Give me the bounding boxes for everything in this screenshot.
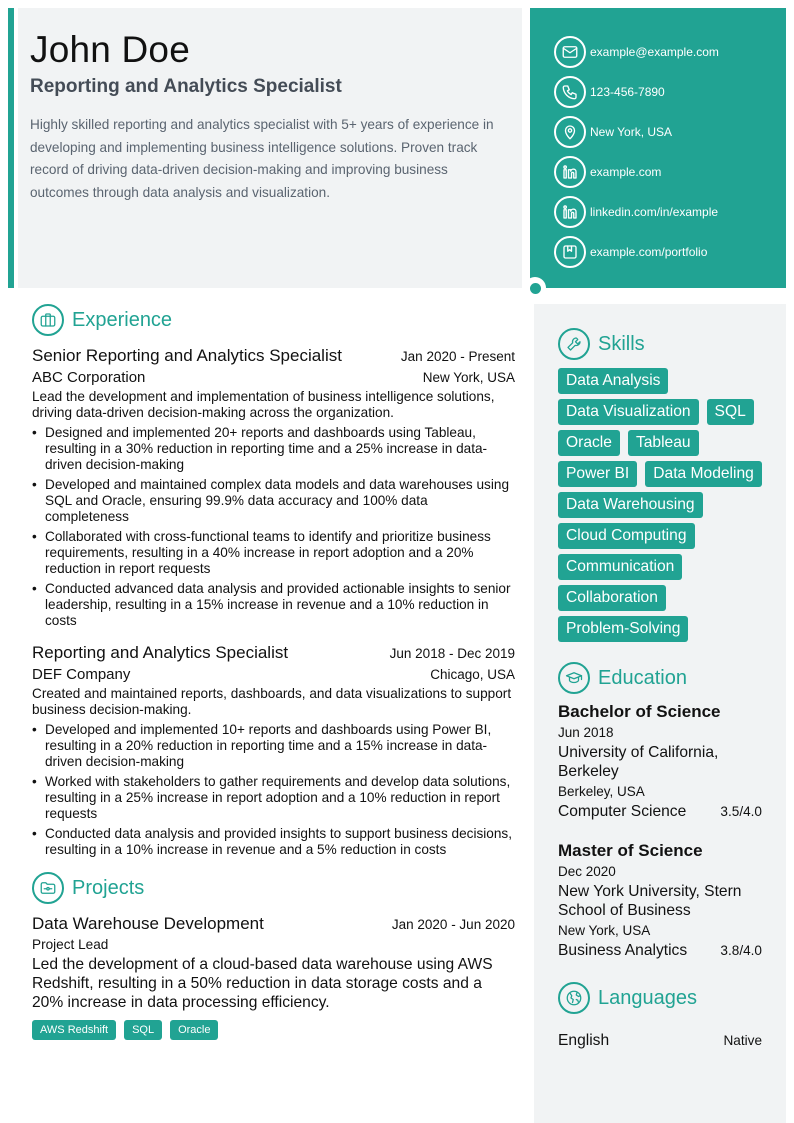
website-text: example.com — [590, 165, 662, 179]
job-bullet: • Conducted data analysis and provided insights to support business decisions, resulting in a 10% increase in revenue and a 5% reduction in costs — [32, 826, 515, 858]
project-tag: SQL — [124, 1020, 162, 1040]
school: University of California, Berkeley — [558, 744, 719, 780]
contact-linkedin[interactable] — [554, 192, 786, 232]
project-tag: AWS Redshift — [32, 1020, 116, 1040]
job-bullets — [32, 425, 515, 629]
language-level: Native — [723, 1033, 762, 1048]
linkedin-icon — [554, 196, 586, 228]
education-entry — [558, 702, 762, 821]
portfolio-icon — [554, 236, 586, 268]
job-bullets — [32, 722, 515, 858]
languages-title: Languages — [598, 986, 697, 1009]
folder-icon — [32, 872, 64, 904]
job-entry — [32, 643, 515, 858]
candidate-role: Reporting and Analytics Specialist — [30, 76, 342, 97]
job-location: New York, USA — [422, 370, 515, 385]
project-dates: Jan 2020 - Jun 2020 — [391, 917, 515, 932]
job-location: Chicago, USA — [430, 667, 515, 682]
job-bullet: • Developed and implemented 10+ reports and dashboards using Power BI, resulting in a 20% reduction in reporting time and a 15% increase in data-driven decision-making — [32, 722, 515, 770]
job-bullet: • Developed and maintained complex data models and data warehouses using SQL and Oracle, ensuring 99.9% data accuracy and 100% data completeness — [32, 477, 515, 525]
field-of-study: Business Analytics — [558, 942, 688, 959]
phone-icon — [554, 76, 586, 108]
project-description: Led the development of a cloud-based data warehouse using AWS Redshift, resulting in a 50% reduction in data storage costs and a 20% increase in data processing efficiency. — [32, 956, 493, 1011]
job-title: Reporting and Analytics Specialist — [32, 643, 289, 662]
gpa: 3.5/4.0 — [720, 804, 762, 819]
project-tag: Oracle — [170, 1020, 218, 1040]
linkedin-text: linkedin.com/in/example — [590, 205, 719, 219]
graduation-date: Dec 2020 — [558, 864, 616, 879]
project-role: Project Lead — [32, 937, 109, 952]
skill-tag: Data Warehousing — [558, 492, 703, 518]
linkedin-icon — [554, 156, 586, 188]
education-entry — [558, 841, 762, 960]
divider-dot — [524, 277, 546, 299]
job-bullet: • Worked with stakeholders to gather requirements and develop data solutions, resulting in a 25% increase in report adoption and a 10% reduction in report requests — [32, 774, 515, 822]
education-heading — [558, 662, 762, 694]
main-column — [32, 304, 515, 1040]
skill-tag: Communication — [558, 554, 682, 580]
projects-heading — [32, 872, 515, 904]
profile-summary: Highly skilled reporting and analytics specialist with 5+ years of experience in developing and implementing business intelligence solutions. Proven track record of driving data-driven decision-making and improving business outcomes through data analysis and visualization. — [30, 117, 494, 201]
language-name: English — [558, 1032, 610, 1049]
skills-title: Skills — [598, 332, 645, 355]
job-description: Lead the development and implementation of business intelligence solutions, driving data-driven decision-making across the organization. — [32, 389, 495, 420]
email-text: example@example.com — [590, 45, 719, 59]
job-description: Created and maintained reports, dashboards, and data visualizations to support business decision-making. — [32, 686, 512, 717]
job-dates: Jan 2020 - Present — [400, 349, 515, 364]
resume-header — [18, 8, 522, 288]
phone-text: 123-456-7890 — [590, 85, 665, 99]
experience-title: Experience — [72, 308, 173, 331]
skill-tag: Problem-Solving — [558, 616, 688, 642]
skills-list — [558, 368, 762, 642]
skill-tag: Tableau — [628, 430, 699, 456]
globe-icon — [558, 982, 590, 1014]
field-of-study: Computer Science — [558, 803, 687, 820]
contact-portfolio[interactable] — [554, 232, 786, 272]
education-title: Education — [598, 666, 687, 689]
project-entry — [32, 914, 515, 1040]
skill-tag: Collaboration — [558, 585, 666, 611]
wrench-icon — [558, 328, 590, 360]
graduation-cap-icon — [558, 662, 590, 694]
portfolio-text: example.com/portfolio — [590, 245, 708, 259]
mail-icon — [554, 36, 586, 68]
school: New York University, Stern School of Business — [558, 883, 742, 919]
job-bullet: • Collaborated with cross-functional teams to identify and prioritize business requirements, resulting in a 40% increase in report adoption and a 20% reduction in report requests — [32, 529, 515, 577]
briefcase-icon — [32, 304, 64, 336]
degree: Master of Science — [558, 841, 703, 860]
contact-phone[interactable] — [554, 72, 786, 112]
contact-location — [554, 112, 786, 152]
job-title: Senior Reporting and Analytics Specialist — [32, 346, 342, 365]
gpa: 3.8/4.0 — [720, 943, 762, 958]
map-pin-icon — [554, 116, 586, 148]
sidebar — [534, 304, 786, 1123]
job-entry — [32, 346, 515, 629]
experience-heading — [32, 304, 515, 336]
languages-heading — [558, 982, 762, 1014]
graduation-date: Jun 2018 — [558, 725, 614, 740]
skill-tag: Data Visualization — [558, 399, 699, 425]
skill-tag: Data Modeling — [645, 461, 762, 487]
candidate-name: John Doe — [30, 29, 190, 70]
skill-tag: Oracle — [558, 430, 620, 456]
degree: Bachelor of Science — [558, 702, 721, 721]
language-row — [558, 1032, 762, 1050]
job-company: ABC Corporation — [32, 369, 146, 386]
project-title: Data Warehouse Development — [32, 914, 264, 933]
job-bullet: • Conducted advanced data analysis and provided actionable insights to senior leadership, resulting in a 15% increase in revenue and a 10% reduction in costs — [32, 581, 515, 629]
job-company: DEF Company — [32, 666, 131, 683]
school-location: New York, USA — [558, 923, 651, 938]
contact-email[interactable] — [554, 32, 786, 72]
project-tags — [32, 1020, 515, 1040]
skills-heading — [558, 328, 762, 360]
job-dates: Jun 2018 - Dec 2019 — [389, 646, 515, 661]
skill-tag: Cloud Computing — [558, 523, 695, 549]
projects-title: Projects — [72, 876, 145, 899]
skill-tag: Data Analysis — [558, 368, 668, 394]
skill-tag: Power BI — [558, 461, 637, 487]
header-accent-bar — [8, 8, 14, 288]
school-location: Berkeley, USA — [558, 784, 645, 799]
job-bullet: • Designed and implemented 20+ reports and dashboards using Tableau, resulting in a 30% reduction in reporting time and a 25% increase in data-driven decision-making — [32, 425, 515, 473]
contact-panel — [530, 8, 786, 288]
skill-tag: SQL — [707, 399, 754, 425]
location-text: New York, USA — [590, 125, 673, 139]
contact-website[interactable] — [554, 152, 786, 192]
